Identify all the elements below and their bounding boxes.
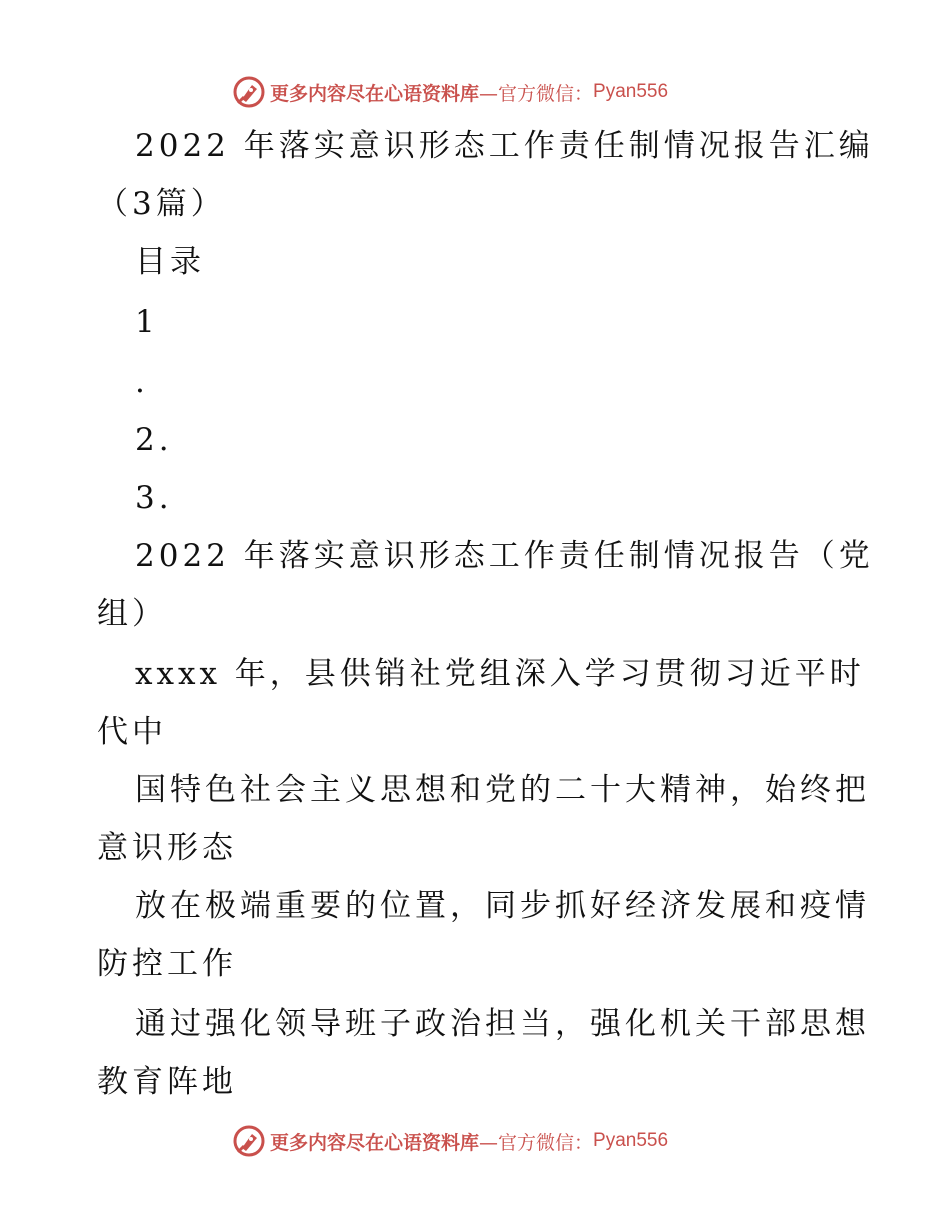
pen-nib-logo-icon (232, 75, 266, 109)
paragraph-line: xxxx 年，县供销社党组深入学习贯彻习近平时 (135, 656, 865, 692)
header-banner (232, 72, 668, 112)
toc-item-1: 1 (135, 304, 159, 340)
paragraph-line: 意识形态 (97, 830, 237, 866)
banner-separator: —官方微信： (479, 1131, 594, 1154)
doc-title-line-2: （3篇） (97, 186, 226, 222)
section-title-line-1: 2022 年落实意识形态工作责任制情况报告（党 (135, 538, 874, 574)
paragraph-line: 防控工作 (97, 946, 237, 982)
toc-heading: 目录 (135, 244, 205, 280)
toc-item-3: 3. (135, 480, 173, 516)
toc-item-2: 2. (135, 422, 173, 458)
banner-wechat-id: Pyan556 (593, 81, 669, 102)
section-title-line-2: 组） (97, 596, 167, 632)
toc-item-dot: . (135, 364, 149, 400)
paragraph-line: 通过强化领导班子政治担当，强化机关干部思想 (135, 1006, 870, 1042)
paragraph-line: 教育阵地 (97, 1064, 237, 1100)
banner-separator: —官方微信： (479, 82, 594, 105)
pen-nib-logo-icon (232, 1124, 266, 1158)
banner-wechat-id: Pyan556 (593, 1130, 669, 1151)
paragraph-line: 国特色社会主义思想和党的二十大精神，始终把 (135, 772, 870, 808)
paragraph-line: 放在极端重要的位置，同步抓好经济发展和疫情 (135, 888, 870, 924)
footer-banner (232, 1121, 668, 1161)
paragraph-line: 代中 (97, 714, 167, 750)
doc-title-line-1: 2022 年落实意识形态工作责任制情况报告汇编 (135, 128, 874, 164)
banner-text: 更多内容尽在心语资料库 (270, 1131, 480, 1154)
banner-text: 更多内容尽在心语资料库 (270, 82, 480, 105)
